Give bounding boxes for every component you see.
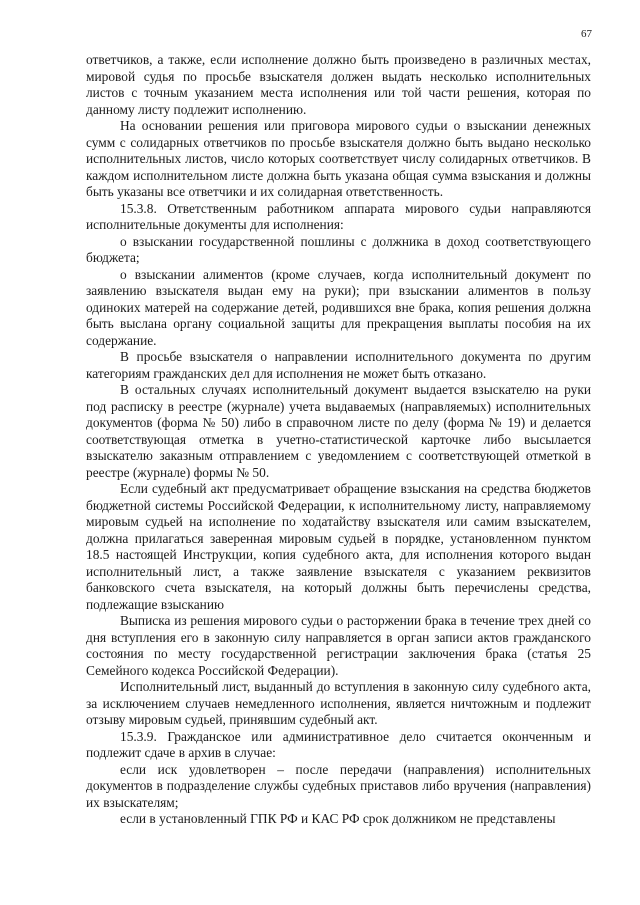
- paragraph-6: В просьбе взыскателя о направлении исполнительного документа по другим категориям гражданских дел для исполнения не может быть отказано.: [86, 349, 591, 381]
- paragraph-1: ответчиков, а также, если исполнение должно быть произведено в различных местах, мировой судья по просьбе взыскателя должен выдать несколько исполнительных листов с точным указанием места исполнения или той части решения, которая по данному листу подлежит исполнению.: [86, 52, 591, 117]
- paragraph-8: Если судебный акт предусматривает обращение взыскания на средства бюджетов бюджетной системы Российской Федерации, к исполнительному листу, направляемому мировым судьей на исполнение по ходатайству взыскателя или самим взыскателем, должна прилагаться заверенная мировым судьей в порядке, установленном пунктом 18.5 настоящей Инструкции, копия судебного акта, для исполнения которого выдан исполнительный лист, а также заявление взыскателя с указанием реквизитов банковского счета взыскателя, на который должны быть перечислены средства, подлежащие взысканию: [86, 481, 591, 612]
- paragraph-2: На основании решения или приговора мирового судьи о взыскании денежных сумм с солидарных ответчиков по просьбе взыскателя должно быть выдано несколько исполнительных листов, число которых соответствует числу солидарных ответчиков. В каждом исполнительном листе должна быть указана общая сумма взыскания и должны быть указаны все ответчики и их солидарная ответственность.: [86, 118, 591, 199]
- list-item: если в установленный ГПК РФ и КАС РФ срок должником не представлены: [120, 811, 556, 826]
- paragraph-7: В остальных случаях исполнительный документ выдается взыскателю на руки под расписку в реестре (журнале) учета выдаваемых (направляемых) исполнительных документов (форма № 50) либо в справочном листе по делу (форма № 19) и делается соответствующая отметка в учетно-статистической карточке либо высылается взыскателю заказным отправлением с уведомлением с соответствующей отметкой в реестре (журнале) формы № 50.: [86, 382, 591, 480]
- list-item: если иск удовлетворен – после передачи (направления) исполнительных документов в подразделение службы судебных приставов либо вручения (направления) их взыскателям;: [86, 761, 591, 810]
- paragraph-11: 15.3.9. Гражданское или административное дело считается оконченным и подлежит сдаче в архив в случае:: [86, 728, 591, 760]
- paragraph-10: Исполнительный лист, выданный до вступления в законную силу судебного акта, за исключением случаев немедленного исполнения, является ничтожным и подлежит отзыву мировым судьей, принявшим судебный акт.: [86, 679, 591, 727]
- paragraph-3: 15.3.8. Ответственным работником аппарата мирового судьи направляются исполнительные документы для исполнения:: [86, 200, 591, 232]
- list-item: о взыскании государственной пошлины с должника в доход соответствующего бюджета;: [86, 233, 591, 265]
- list-item: о взыскании алиментов (кроме случаев, когда исполнительный документ по заявлению взыскателя выдан ему на руки); при взыскании алиментов в пользу одиноких матерей на содержание детей, родившихся вне брака, копия решения должна быть выслана органу социальной защиты для прекращения выплаты пособия на их содержание.: [86, 266, 591, 348]
- page-number: 67: [581, 28, 592, 40]
- document-body: [86, 52, 591, 828]
- paragraph-9: Выписка из решения мирового судьи о расторжении брака в течение трех дней со дня вступления его в законную силу направляется в орган записи актов гражданского состояния по месту государственной регистрации заключения брака (статья 25 Семейного кодекса Российской Федерации).: [86, 613, 591, 678]
